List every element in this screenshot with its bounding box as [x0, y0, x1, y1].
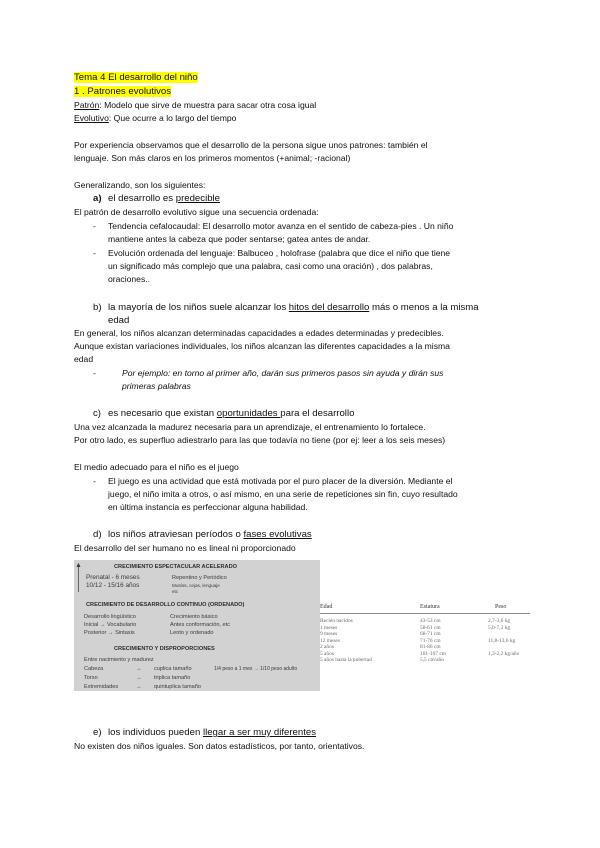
item-b-text: la mayoría de los niños suele alcanzar los [108, 302, 289, 313]
item-d-marker: d) [93, 529, 102, 540]
table-cell: 5 años [320, 650, 334, 657]
bullet-dash: - [93, 476, 96, 486]
scan-s3-r3b: quintuplica tamaño [154, 684, 201, 690]
growth-table [320, 598, 530, 663]
scan-s3-r1b: cuplica tamaño [154, 666, 192, 672]
scan-heading-1: CRECIMIENTO ESPECTACULAR ACELERADO [114, 564, 237, 570]
bullet-cefalocaudal-l1: Tendencia cefalocaudal: El desarrollo motor avanza en el sentido de cabeza-pies . Un niño [108, 221, 454, 231]
item-a-marker: a) [93, 193, 102, 204]
item-a-key: predecible [175, 193, 221, 204]
up-arrow-icon [78, 566, 79, 592]
item-e-sub: No existen dos niños iguales. Son datos estadísticos, por tanto, orientativos. [74, 741, 365, 751]
medio-line: El medio adecuado para el niño es el juego [74, 462, 239, 472]
scan-s2-l2: Inicial → Vocabulario [84, 622, 137, 628]
table-cell: 68-71 cm [420, 631, 441, 637]
arrow-right-icon: → [136, 666, 142, 672]
table-cell: 5 años hasta la pubertad [320, 657, 372, 663]
item-b-key: hitos del desarrollo [288, 302, 370, 313]
scan-s3-r2b: triplica tamaño [154, 675, 191, 681]
scan-heading-2: CRECIMIENTO DE DESARROLLO CONTINUO (ORDENADO) [86, 602, 245, 608]
item-e-text: los individuos pueden [108, 727, 203, 738]
table-cell: 12 meses [320, 637, 340, 644]
item-b-marker: b) [93, 302, 102, 313]
scan-s1-r1: Repentino y Periódico [172, 575, 227, 581]
definition-term: Evolutivo [74, 113, 109, 123]
table-cell: 58-61 cm [420, 624, 441, 631]
item-c-text: es necesario que existan [108, 408, 217, 419]
intro-line-1: Por experiencia observamos que el desarrollo de la persona sigue unos patrones: también el [74, 140, 428, 150]
table-cell: Recién nacidos [320, 618, 353, 624]
item-e-heading [108, 727, 316, 738]
juego-l1: El juego es una actividad que está motivada por el puro placer de la diversión. Mediante el [108, 476, 453, 486]
table-cell: 11,8-13,6 kg [488, 637, 516, 644]
item-b-heading [108, 302, 479, 313]
item-e-marker: e) [93, 727, 102, 738]
scan-s2-r3: Lento y ordenado [170, 630, 214, 636]
scan-s3-r1c: 1/4 peso a 1 mes → 1/10 peso adulto [214, 666, 298, 672]
scan-s1-l1: Prenatal - 6 meses [86, 574, 140, 581]
intro-line-2: lenguaje. Son más claros en los primeros momentos (+animal; -racional) [74, 153, 351, 163]
table-cell: 1 meses [320, 624, 338, 631]
item-b-heading-l2: edad [108, 315, 130, 326]
item-d-sub: El desarrollo del ser humano no es lineal ni proporcionado [74, 543, 296, 553]
scan-s2-r2: Antes conformación, etc [170, 622, 231, 628]
bullet-lenguaje-l3: oraciones.. [108, 274, 151, 284]
definition-evolutivo [74, 113, 236, 124]
item-e-key: llegar a ser muy diferentes [202, 727, 316, 738]
table-header-peso: Peso [495, 604, 507, 610]
item-c-heading [108, 408, 354, 419]
item-c-p-l1: Una vez alcanzada la madurez necesaria para un aprendizaje, el entrenamiento lo fortalece. [74, 422, 426, 432]
item-b-text-post: más o menos a la misma [369, 302, 479, 313]
scan-s3-r2a: Torso [84, 675, 98, 681]
item-d-text: los niños atraviesan períodos o [108, 529, 244, 540]
table-cell: 101-107 cm [420, 650, 446, 657]
table-cell: 9 meses [320, 631, 338, 637]
item-d-heading [108, 529, 312, 540]
table-header-edad: Edad [320, 604, 333, 610]
scan-s3-r3a: Extremidades [84, 684, 119, 690]
item-b-p-l3: edad [74, 354, 94, 364]
definition-patron [74, 100, 316, 111]
bullet-dash: - [93, 248, 96, 258]
generalizing-line: Generalizando, son los siguientes: [74, 180, 206, 190]
item-b-p-l1: En general, los niños alcanzan determinadas capacidades a edades determinadas y predecibles. [74, 328, 444, 338]
bullet-lenguaje-l2: un significado más complejo que una palabra, casi como una oración) , dos palabras, [108, 261, 433, 271]
scan-heading-3: CRECIMIENTO Y DISPROPORCIONES [114, 646, 215, 652]
item-b-example-l1: Por ejemplo: en torno al primer año, darán sus primeros pasos sin ayuda y dirán sus [122, 368, 444, 378]
section-heading [74, 86, 171, 97]
item-b-example-l2: primeras palabras [122, 381, 191, 391]
item-c-key: oportunidades [216, 408, 281, 419]
bullet-cefalocaudal-l2: mantiene antes la cabeza que poder sentarse; gatea antes de andar. [108, 234, 371, 244]
scanned-notes-image [74, 560, 320, 691]
definition-text: : Que ocurre a lo largo del tiempo [108, 113, 237, 123]
definition-term: Patrón [74, 100, 100, 110]
bullet-lenguaje-l1: Evolución ordenada del lenguaje: Balbuceo , holofrase (palabra que dice el niño que tiene [108, 248, 451, 258]
item-a-sub: El patrón de desarrollo evolutivo sigue una secuencia ordenada: [74, 207, 319, 217]
table-rule [320, 613, 530, 614]
juego-l3: en última instancia es perfeccionar alguna habilidad. [108, 502, 308, 512]
table-cell: 5,0-7,3 kg [488, 624, 511, 631]
up-arrow-head-icon: ▲ [75, 562, 82, 569]
bullet-dash: - [93, 368, 96, 378]
table-cell: 2,7-3,6 kg [488, 618, 511, 624]
scan-s2-r1: Crecimiento básico [170, 614, 218, 620]
section-heading-text: 1 . Patrones evolutivos [74, 86, 172, 97]
arrow-right-icon: → [136, 684, 142, 690]
item-a-heading [108, 193, 220, 204]
item-b-p-l2: Aunque existan variaciones individuales, los niños alcanzan las diferentes capacidades a la misma [74, 341, 450, 351]
item-c-marker: c) [93, 408, 101, 419]
scan-s1-r2: Muslos, cejas, lenguaje [172, 583, 220, 588]
table-cell: 81-86 cm [420, 644, 441, 650]
definition-text: : Modelo que sirve de muestra para sacar otra cosa igual [99, 100, 317, 110]
table-cell: 71-76 cm [420, 637, 441, 644]
scan-s3-r1a: Cabeza [84, 666, 104, 672]
title-text: Tema 4 El desarrollo del niño [74, 72, 198, 83]
table-cell: 5,5 cm/año [420, 657, 444, 663]
item-c-p-l2: Por otro lado, es superfluo adiestrarlo para las que todavía no tiene (por ej: leer a los seis meses) [74, 435, 446, 445]
scan-s1-l2: 10/12 - 15/16 años [86, 582, 140, 589]
table-cell: 2 años [320, 644, 334, 650]
item-c-text-post: para el desarrollo [280, 408, 355, 419]
juego-l2: juego, el niño imita a otros, o así mismo, en una serie de repeticiones sin fin, cuyo resultado [108, 489, 458, 499]
bullet-dash: - [93, 221, 96, 231]
table-cell: 1,3-2,2 kg/año [488, 650, 520, 657]
scan-s1-r3: etc [172, 589, 179, 594]
document-title [74, 72, 198, 83]
scan-s3-a: Entre nacimiento y madurez [84, 657, 154, 663]
item-d-key: fases evolutivas [243, 529, 312, 540]
table-header-estatura: Estatura [420, 604, 440, 610]
scan-s2-l3: Posterior → Sintaxis [84, 630, 135, 636]
table-cell: 43-53 cm [420, 618, 441, 624]
item-a-text: el desarrollo es [108, 193, 176, 204]
arrow-right-icon: → [136, 675, 142, 681]
scan-s2-l1: Desarrollo lingüístico [84, 614, 136, 620]
